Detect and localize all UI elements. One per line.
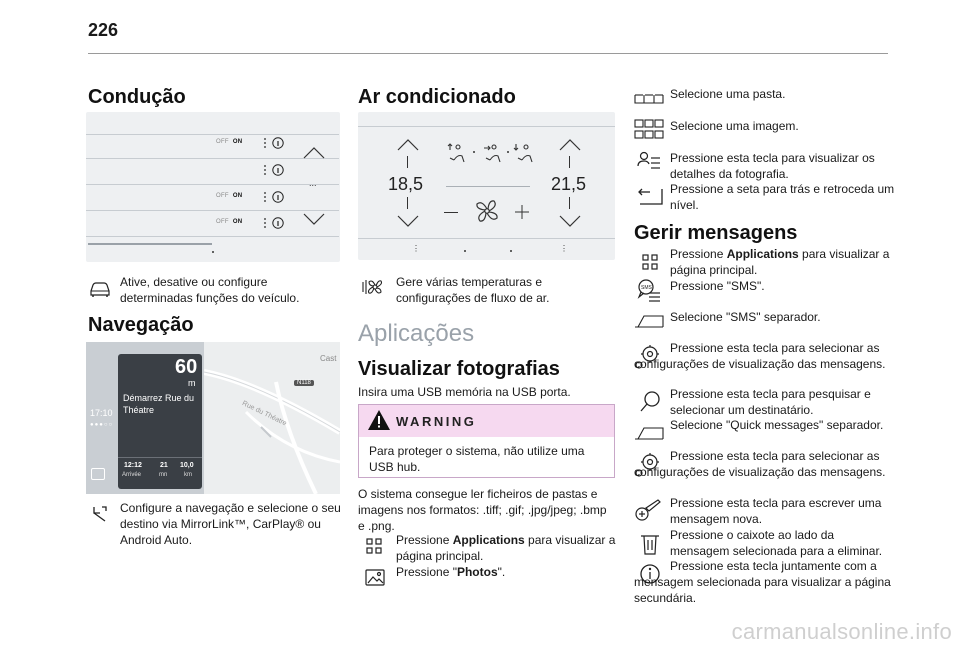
arrival-time: 12:12 — [124, 462, 142, 469]
section-title-aplicacoes: Aplicações — [358, 320, 475, 347]
photos-step-4: Selecione uma imagem. — [670, 119, 799, 133]
tab-icon — [634, 424, 664, 442]
header-rule — [88, 53, 888, 54]
distance-value: 60 — [175, 356, 198, 378]
section-title-ar-condicionado: Ar condicionado — [358, 86, 516, 108]
airflow-divider — [446, 186, 530, 187]
messages-step-1: Pressione Applications para visualizar a página principal. — [670, 247, 890, 277]
screen-divider — [358, 238, 615, 239]
clock: 17:10 — [90, 408, 113, 418]
conducao-description: Ative, desative ou configure determinadas funções do veículo. — [120, 275, 300, 305]
fan-decrease-icon[interactable] — [444, 212, 458, 213]
svg-text:SMS: SMS — [641, 285, 652, 291]
temp-right-down-icon[interactable] — [558, 214, 582, 228]
photos-step-3: Selecione uma pasta. — [670, 87, 786, 101]
photos-step-1: Pressione Applications para visualizar a página principal. — [396, 533, 616, 563]
scroll-indicator — [88, 243, 212, 245]
messages-step-8: Pressione esta tecla para escrever uma mensagem nova. — [670, 496, 882, 526]
warning-header — [359, 405, 614, 437]
menu-info-icon[interactable] — [262, 163, 292, 177]
watermark: carmanualsonline.info — [731, 619, 952, 644]
temp-right: 21,5 — [551, 174, 587, 194]
fan-icon[interactable] — [474, 198, 500, 224]
remaining-distance: 10,0 — [180, 462, 194, 469]
navigation-screen — [86, 342, 340, 494]
page-dot — [510, 250, 512, 252]
climate-icon — [360, 276, 386, 298]
arrival-label: Arrivée — [122, 472, 142, 478]
fan-increase-icon[interactable] — [514, 204, 530, 220]
screen-divider — [86, 184, 339, 185]
screen-divider — [358, 126, 615, 127]
image-grid-icon — [634, 118, 664, 140]
page-dot — [212, 251, 214, 253]
navegacao-description: Configure a navegação e selecione o seu destino via MirrorLink™, CarPlay® ou Android Auto. — [120, 501, 341, 547]
photos-step-6: Pressione a seta para trás e retroceda um nível. — [670, 182, 895, 212]
driving-screen — [86, 112, 340, 262]
messages-step-2: Pressione "SMS". — [670, 279, 765, 293]
section-title-navegacao: Navegação — [88, 314, 194, 336]
warning-text: Para proteger o sistema, não utilize uma USB hub. — [369, 444, 585, 474]
car-icon — [88, 278, 112, 300]
toggle-switch[interactable]: OFF ON — [216, 139, 243, 145]
duration-value: 21 — [160, 462, 168, 469]
applications-grid-icon — [640, 252, 660, 272]
section-title-gerir-mensagens: Gerir mensagens — [634, 222, 798, 244]
tick — [407, 197, 408, 209]
warning-box — [358, 404, 615, 478]
temp-right-up-icon[interactable] — [558, 138, 582, 152]
back-arrow-icon — [636, 186, 664, 208]
menu-dots-icon[interactable]: ⋮ — [412, 244, 420, 253]
messages-step-3: Selecione "SMS" separador. — [670, 310, 821, 324]
messages-step-4: Pressione esta tecla para selecionar as configurações de visualização das mensagens. — [634, 341, 886, 371]
tab-icon — [634, 312, 664, 330]
search-icon — [638, 390, 662, 414]
remaining-unit: km — [184, 472, 192, 478]
navegacao-description-1 — [120, 500, 342, 548]
temp-left: 18,5 — [388, 174, 424, 194]
toggle-switch[interactable]: OFF ON — [216, 219, 243, 225]
screen-divider — [86, 134, 339, 135]
home-button[interactable] — [91, 468, 105, 480]
section-title-conducao: Condução — [88, 86, 186, 108]
chevron-down-icon[interactable] — [302, 212, 326, 226]
toggle-switch[interactable]: OFF ON — [216, 193, 243, 199]
road-badge: N118 — [294, 380, 314, 386]
street-name: Démarrez Rue du Théatre — [123, 393, 195, 415]
messages-step-7: Pressione esta tecla para selecionar as configurações de visualização das mensagens. — [634, 449, 886, 479]
warning-title: WARNING — [396, 414, 477, 429]
ar-condicionado-description: Gere várias temperaturas e configurações de fluxo de ar. — [396, 275, 550, 305]
screen-divider — [86, 236, 339, 237]
screen-divider — [86, 210, 339, 211]
tick — [569, 156, 570, 168]
menu-info-icon[interactable] — [262, 216, 292, 230]
map-street-label: Rue du Théatre — [240, 400, 288, 428]
signal-dots: ●●●○○ — [90, 422, 114, 428]
menu-dots-icon[interactable]: ⋮ — [560, 244, 568, 253]
chevron-up-icon[interactable] — [302, 146, 326, 160]
applications-grid-icon — [364, 536, 384, 556]
page-dot — [464, 250, 466, 252]
section-title-visualizar-fotografias: Visualizar fotografias — [358, 358, 560, 380]
airflow-mode-icons[interactable] — [446, 142, 538, 166]
temp-left-down-icon[interactable] — [396, 214, 420, 228]
nav-instruction-card — [118, 354, 202, 489]
distance-unit: m — [188, 378, 196, 388]
messages-step-5: Pressione esta tecla para pesquisar e selecionar um destinatário. — [670, 387, 871, 417]
page-number: 226 — [88, 20, 119, 40]
messages-step-10: Pressione esta tecla juntamente com a mensagem selecionada para visualizar a página secundária. — [634, 559, 891, 605]
climate-screen — [358, 112, 615, 260]
navigation-arrow-icon — [90, 504, 110, 524]
photos-intro: Insira uma USB memória na USB porta. — [358, 385, 571, 399]
temp-left-up-icon[interactable] — [396, 138, 420, 152]
photo-details-icon — [636, 150, 662, 174]
photos-icon — [364, 566, 386, 588]
sms-icon — [636, 278, 662, 302]
messages-step-9: Pressione o caixote ao lado da mensagem selecionada para a eliminar. — [670, 528, 883, 558]
menu-info-icon[interactable] — [262, 136, 292, 150]
menu-info-icon[interactable] — [262, 190, 292, 204]
map-place-label: Cast — [320, 354, 337, 363]
more-indicator: ... — [309, 178, 317, 188]
folder-tab-icon — [634, 88, 664, 106]
new-message-icon — [634, 498, 662, 524]
photos-formats: O sistema consegue ler ficheiros de pastas e imagens nos formatos: .tiff; .gif; .jpg/jpeg; .bmp e .png. — [358, 487, 607, 533]
warning-icon — [367, 409, 391, 431]
messages-step-6: Selecione "Quick messages" separador. — [670, 418, 884, 432]
card-divider — [118, 457, 202, 458]
photos-step-2: Pressione "Photos". — [396, 565, 506, 579]
duration-unit: mn — [159, 472, 168, 478]
photos-step-5: Pressione esta tecla para visualizar os detalhes da fotografia. — [670, 151, 875, 181]
tick — [407, 156, 408, 168]
trash-icon — [640, 532, 660, 556]
tick — [569, 197, 570, 209]
